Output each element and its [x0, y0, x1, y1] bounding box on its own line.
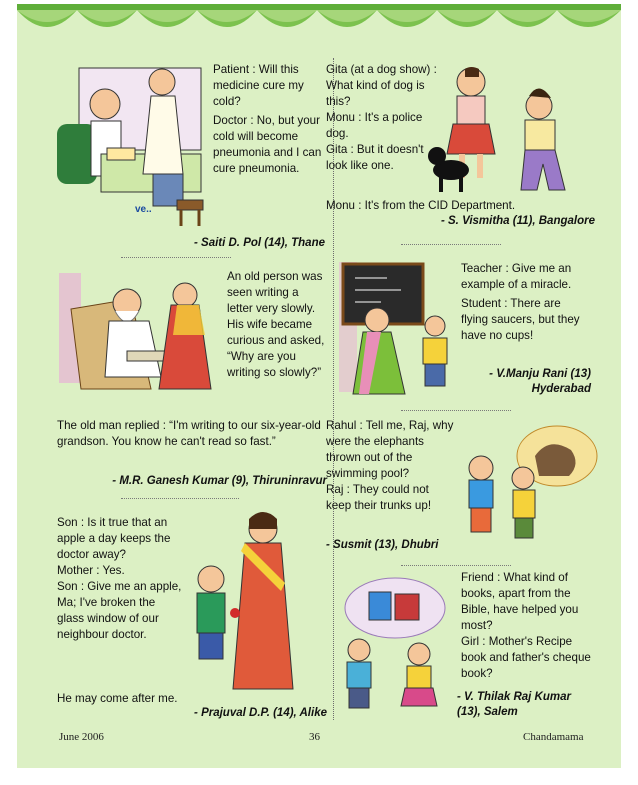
- joke-6-line-2: Mother : Yes.: [57, 564, 125, 577]
- magazine-page: [17, 4, 621, 768]
- teacher-student-illustration: [337, 260, 457, 398]
- joke-5-credit: - Susmit (13), Dhubri: [326, 539, 439, 551]
- joke-2-credit: - S. Vismitha (11), Bangalore: [440, 215, 595, 227]
- bunting-decoration: [17, 4, 621, 48]
- joke-2-line-4: Monu : It's from the CID Department.: [326, 199, 516, 212]
- joke-7-line-1: Friend : What kind of books, apart from the Bible, have helped you most?: [461, 571, 579, 632]
- joke-7-credit-place: (13), Salem: [457, 706, 518, 718]
- illustrator-signature: ve..: [135, 204, 152, 215]
- mother-son-apple-illustration: [185, 509, 325, 695]
- joke-7-text: [461, 570, 591, 682]
- joke-6-line-1: Son : Is it true that an apple a day keeps the doctor away?: [57, 516, 171, 561]
- joke-2-line-2: Monu : It's a police dog.: [326, 111, 423, 140]
- joke-4-line-2: Student : There are flying saucers, but they have no cups!: [461, 297, 580, 342]
- doctor-patient-illustration: [57, 66, 207, 228]
- joke-1-credit: - Saiti D. Pol (14), Thane: [194, 237, 325, 249]
- boys-elephant-thought-illustration: [457, 422, 607, 540]
- joke-1-line-1: Patient : Will this medicine cure my cold?: [213, 63, 304, 108]
- joke-2-line-3: Gita : But it doesn't look like one.: [326, 143, 424, 172]
- joke-5-text: [326, 418, 454, 514]
- old-couple-illustration: [57, 269, 221, 393]
- separator-dots: [121, 498, 239, 499]
- joke-5-line-1: Rahul : Tell me, Raj, why were the elephants thrown out of the swimming pool?: [326, 419, 454, 480]
- joke-4-credit: [457, 367, 591, 397]
- joke-1-text: [213, 62, 329, 177]
- joke-7-credit: [457, 690, 593, 720]
- dog-show-illustration: [419, 66, 589, 198]
- joke-5-line-2: Raj : They could not keep their trunks up!: [326, 483, 432, 512]
- joke-3-line-2: The old man replied : “I'm writing to our six-year-old grandson. You know he can't read so fast.”: [57, 419, 321, 448]
- joke-6-line-4: He may come after me.: [57, 692, 178, 705]
- joke-1-line-2: Doctor : No, but your cold will become pneumonia and I can cure pneumonia.: [213, 114, 322, 175]
- footer-page-number: 36: [309, 731, 320, 743]
- joke-6-text: [57, 515, 185, 643]
- joke-4-line-1: Teacher : Give me an example of a miracle.: [461, 262, 572, 291]
- joke-4-text: [461, 261, 587, 344]
- separator-dots: [121, 257, 231, 258]
- joke-7-credit-name: - V. Thilak Raj Kumar: [457, 691, 571, 703]
- joke-2-line-1: Gita (at a dog show) : What kind of dog is this?: [326, 63, 437, 108]
- joke-3-credit: - M.R. Ganesh Kumar (9), Thiruninravur: [112, 475, 327, 487]
- separator-dots: [401, 244, 501, 245]
- separator-dots: [401, 410, 511, 411]
- footer-date: June 2006: [59, 731, 104, 743]
- friends-books-illustration: [335, 574, 459, 710]
- footer-magazine-name: Chandamama: [523, 731, 584, 743]
- joke-3-text: [227, 269, 327, 381]
- joke-7-line-2: Girl : Mother's Recipe book and father's cheque book?: [461, 635, 591, 680]
- joke-4-credit-name: - V.Manju Rani (13): [489, 368, 591, 380]
- joke-6-credit: - Prajuval D.P. (14), Alike: [194, 707, 327, 719]
- joke-3-line-1: An old person was seen writing a letter very slowly. His wife became curious and asked, “Why are you writing so slowly?”: [227, 270, 325, 379]
- joke-6-line-3: Son : Give me an apple, Ma; I've broken the glass window of our neighbour doctor.: [57, 580, 182, 641]
- separator-dots: [401, 565, 511, 566]
- joke-4-credit-place: Hyderabad: [531, 383, 591, 395]
